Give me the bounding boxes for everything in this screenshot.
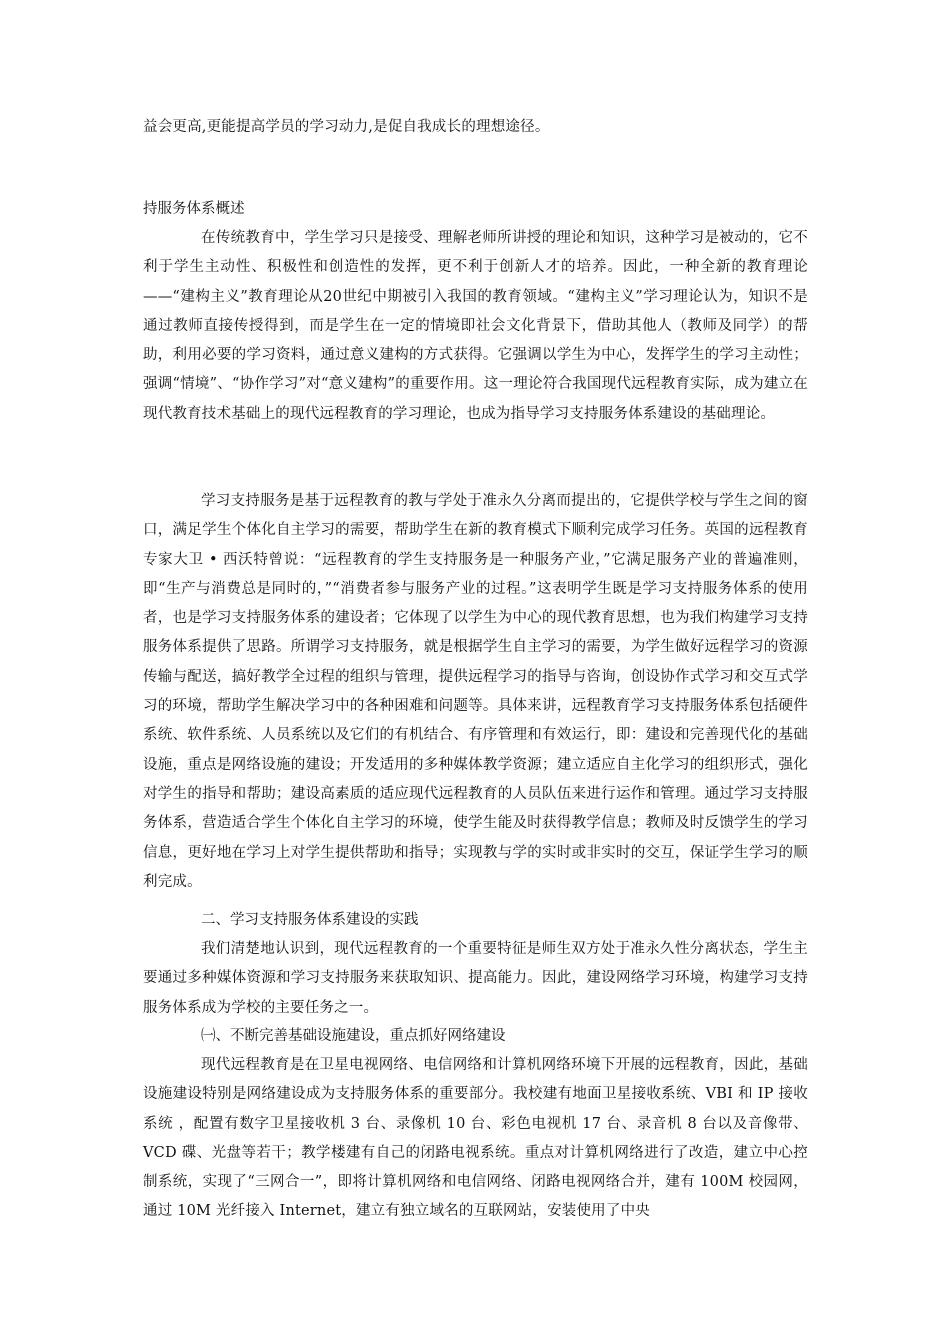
body-paragraph-practice: 我们清楚地认识到，现代远程教育的一个重要特征是师生双方处于准永久性分离状态，学生主要通过多种媒体资源和学习支持服务来获取知识、提高能力。因此，建设网络学习环境，构建学习支持服务体系成为学校的主要任务之一。 bbox=[143, 941, 808, 1016]
body-paragraph-infrastructure: 现代远程教育是在卫星电视网络、电信网络和计算机网络环境下开展的远程教育，因此，基础设施建设特别是网络建设成为支持服务体系的重要部分。我校建有地面卫星接收系统、VBI 和 IP 接收系统 ，配置有数字卫星接收机 3 台、录像机 10 台、彩色电视机 17 台、录音机 8 台以及音像带、VCD 碟、光盘等若干；教学楼建有自己的闭路电视系统。重点对计算机网络进行了改造，建立中心控制系统，实现了“三网合一”，即将计算机网络和电信网络、闭路电视网络合并，建有 100M 校园网，通过 10M 光纤接入 Internet，建立有独立域名的互联网站，安装使用了中央 bbox=[143, 1057, 808, 1220]
intro-line: 益会更高,更能提高学员的学习动力,是促自我成长的理想途径。 bbox=[143, 119, 550, 135]
body-paragraph-learning-support: 学习支持服务是基于远程教育的教与学处于准永久分离而提出的，它提供学校与学生之间的窗口，满足学生个体化自主学习的需要，帮助学生在新的教育模式下顺利完成学习任务。英国的远程教育专家大卫 • 西沃特曾说：“远程教育的学生支持服务是一种服务产业，”它满足服务产业的普遍准则，即“生产与消费总是同时的，”“消费者参与服务产业的过程。”这表明学生既是学习支持服务体系的使用者，也是学习支持服务体系的建设者；它体现了以学生为中心的现代教育思想，也为我们构建学习支持服务体系提供了思路。所谓学习支持服务，就是根据学生自主学习的需要，为学生做好远程学习的资源传输与配送，搞好教学全过程的组织与管理，提供远程学习的指导与咨询，创设协作式学习和交互式学习的环境，帮助学生解决学习中的各种困难和问题等。具体来讲，远程教育学习支持服务体系包括硬件系统、软件系统、人员系统以及它们的有机结合、有序管理和有效运行，即：建设和完善现代化的基础设施，重点是网络设施的建设；开发适用的多种媒体教学资源；建立适应自主化学习的组织形式，强化对学生的指导和帮助；建设高素质的适应现代远程教育的人员队伍来进行运作和管理。通过学习支持服务体系，营造适合学生个体化自主学习的环境，使学生能及时获得教学信息；教师及时反馈学生的学习信息，更好地在学习上对学生提供帮助和指导；实现教与学的实时或非实时的交互，保证学生学习的顺利完成。 bbox=[143, 493, 808, 890]
section-heading-overview: 持服务体系概述 bbox=[143, 201, 245, 217]
body-paragraph-constructivism: 在传统教育中，学生学习只是接受、理解老师所讲授的理论和知识，这种学习是被动的，它不利于学生主动性、积极性和创造性的发挥，更不利于创新人才的培养。因此，一种全新的教育理论——“建构主义”教育理论从20世纪中期被引入我国的教育领域。“建构主义”学习理论认为，知识不是通过教师直接传授得到，而是学生在一定的情境即社会文化背景下，借助其他人（教师及同学）的帮助，利用必要的学习资料，通过意义建构的方式获得。它强调以学生为中心，发挥学生的学习主动性；强调“情境”、“协作学习”对“意义建构”的重要作用。这一理论符合我国现代远程教育实际，成为建立在现代教育技术基础上的现代远程教育的学习理论，也成为指导学习支持服务体系建设的基础理论。 bbox=[143, 230, 808, 422]
subsection-heading-infrastructure: ㈠、不断完善基础设施建设，重点抓好网络建设 bbox=[201, 1028, 506, 1044]
section-heading-practice: 二、学习支持服务体系建设的实践 bbox=[201, 912, 419, 928]
